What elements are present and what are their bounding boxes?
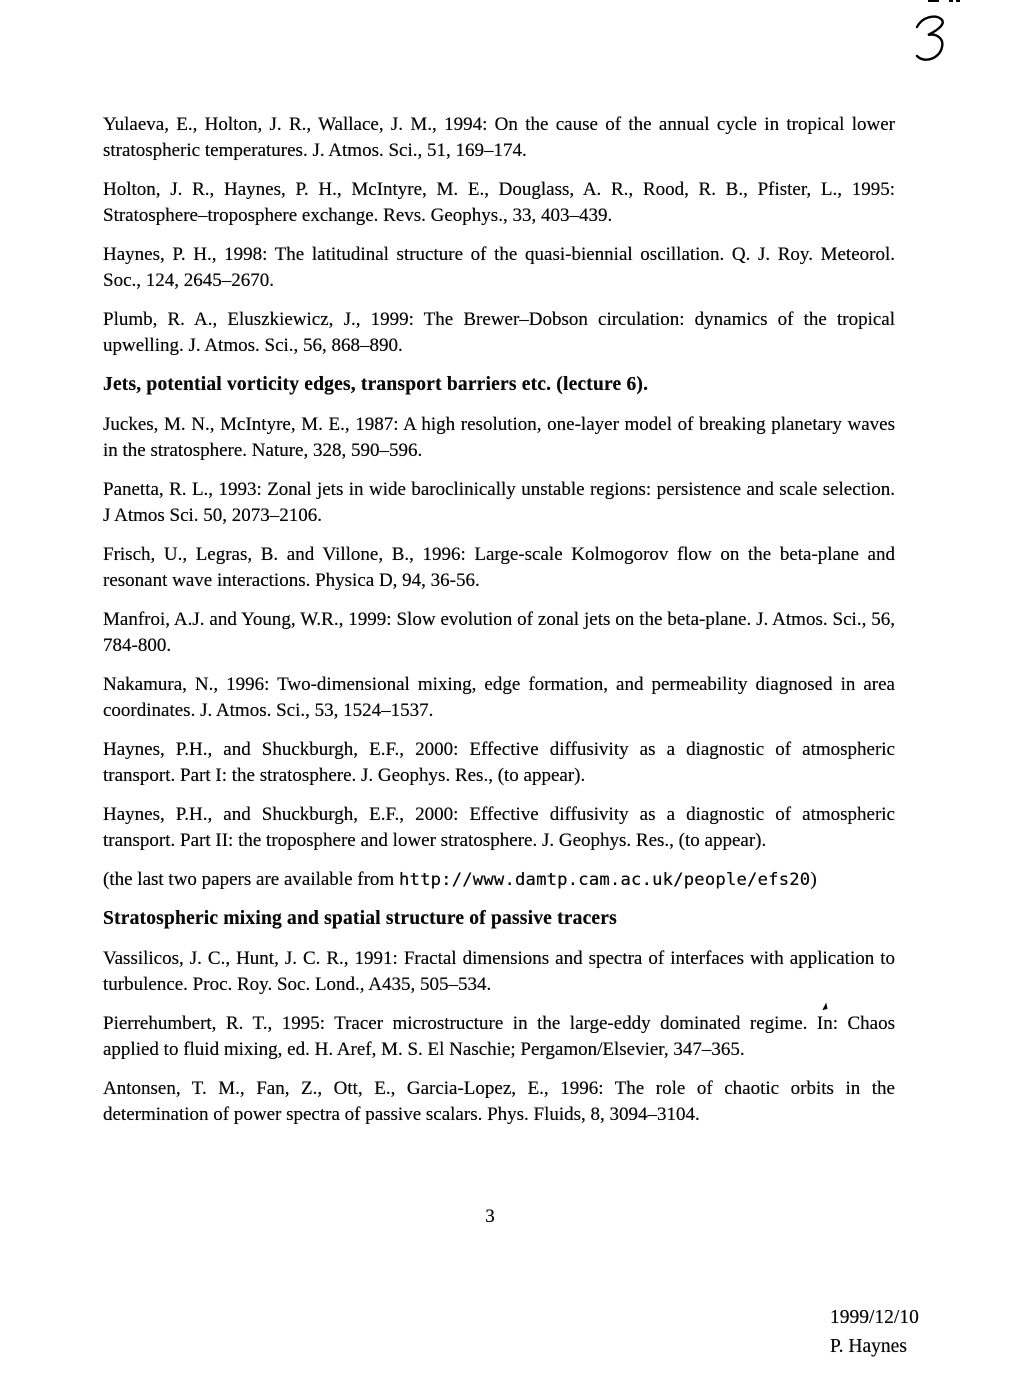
reference-entry: Yulaeva, E., Holton, J. R., Wallace, J. M., 1994: On the cause of the annual cycle in tropical lower stratospheric temperatures. J. Atmos. Sci., 51, 169–174.: [103, 114, 895, 161]
footer-author: P. Haynes: [830, 1336, 907, 1357]
scan-edge-mark: [928, 0, 939, 2]
reference-entry: Plumb, R. A., Eluszkiewicz, J., 1999: The Brewer–Dobson circulation: dynamics of the tropical upwelling. J. Atmos. Sci., 56, 868–890.: [103, 309, 895, 356]
reference-entry: Juckes, M. N., McIntyre, M. E., 1987: A high resolution, one-layer model of breaking planetary waves in the stratosphere. Nature, 328, 590–596.: [103, 414, 895, 461]
reference-entry: Antonsen, T. M., Fan, Z., Ott, E., Garcia-Lopez, E., 1996: The role of chaotic orbits in the determination of power spectra of passive scalars. Phys. Fluids, 8, 3094–3104.: [103, 1078, 895, 1125]
reference-entry: Panetta, R. L., 1993: Zonal jets in wide baroclinically unstable regions: persistence and scale selection. J Atmos Sci. 50, 2073–2106.: [103, 479, 895, 526]
page-number: 3: [485, 1206, 495, 1227]
note-text: (the last two papers are available from: [103, 869, 399, 890]
footer-date: 1999/12/10: [830, 1307, 919, 1328]
reference-entry: Holton, J. R., Haynes, P. H., McIntyre, M. E., Douglass, A. R., Rood, R. B., Pfister, L., 1995: Stratosphere–troposphere exchange. Revs. Geophys., 33, 403–439.: [103, 179, 895, 226]
section-heading: Stratospheric mixing and spatial structure of passive tracers: [103, 908, 617, 929]
reference-entry: Frisch, U., Legras, B. and Villone, B., 1996: Large-scale Kolmogorov flow on the beta-plane and resonant wave interactions. Physica D, 94, 36-56.: [103, 544, 895, 591]
reference-entry: Pierrehumbert, R. T., 1995: Tracer microstructure in the large-eddy dominated regime. In: Chaos applied to fluid mixing, ed. H. Aref, M. S. El Naschie; Pergamon/Elsevier, 347–365.: [103, 1013, 895, 1060]
availability-note: [103, 867, 895, 893]
reference-entry: Haynes, P.H., and Shuckburgh, E.F., 2000: Effective diffusivity as a diagnostic of atmospheric transport. Part II: the troposphere and lower stratosphere. J. Geophys. Res., (to appear).: [103, 804, 895, 851]
note-text: ): [810, 869, 817, 890]
note-url: http://www.damtp.cam.ac.uk/people/efs20: [398, 870, 811, 890]
reference-entry: Nakamura, N., 1996: Two-dimensional mixing, edge formation, and permeability diagnosed in area coordinates. J. Atmos. Sci., 53, 1524–1537.: [103, 674, 895, 721]
references-list: [103, 112, 895, 1141]
scan-speck: [821, 999, 829, 1017]
handwritten-three-icon: [912, 14, 952, 66]
reference-entry: Manfroi, A.J. and Young, W.R., 1999: Slow evolution of zonal jets on the beta-plane. J. Atmos. Sci., 56, 784-800.: [103, 609, 895, 656]
reference-entry: Vassilicos, J. C., Hunt, J. C. R., 1991: Fractal dimensions and spectra of interfaces with application to turbulence. Proc. Roy. Soc. Lond., A435, 505–534.: [103, 948, 895, 995]
reference-entry: Haynes, P.H., and Shuckburgh, E.F., 2000: Effective diffusivity as a diagnostic of atmospheric transport. Part I: the stratosphere. J. Geophys. Res., (to appear).: [103, 739, 895, 786]
speck-icon: [821, 1003, 829, 1012]
footer: [830, 1303, 919, 1361]
handwritten-page-number: [912, 14, 952, 71]
scan-edge-mark: [956, 0, 960, 2]
reference-entry: Haynes, P. H., 1998: The latitudinal structure of the quasi-biennial oscillation. Q. J. Roy. Meteorol. Soc., 124, 2645–2670.: [103, 244, 895, 291]
scan-edge-mark: [949, 0, 953, 2]
section-heading: Jets, potential vorticity edges, transport barriers etc. (lecture 6).: [103, 374, 649, 395]
